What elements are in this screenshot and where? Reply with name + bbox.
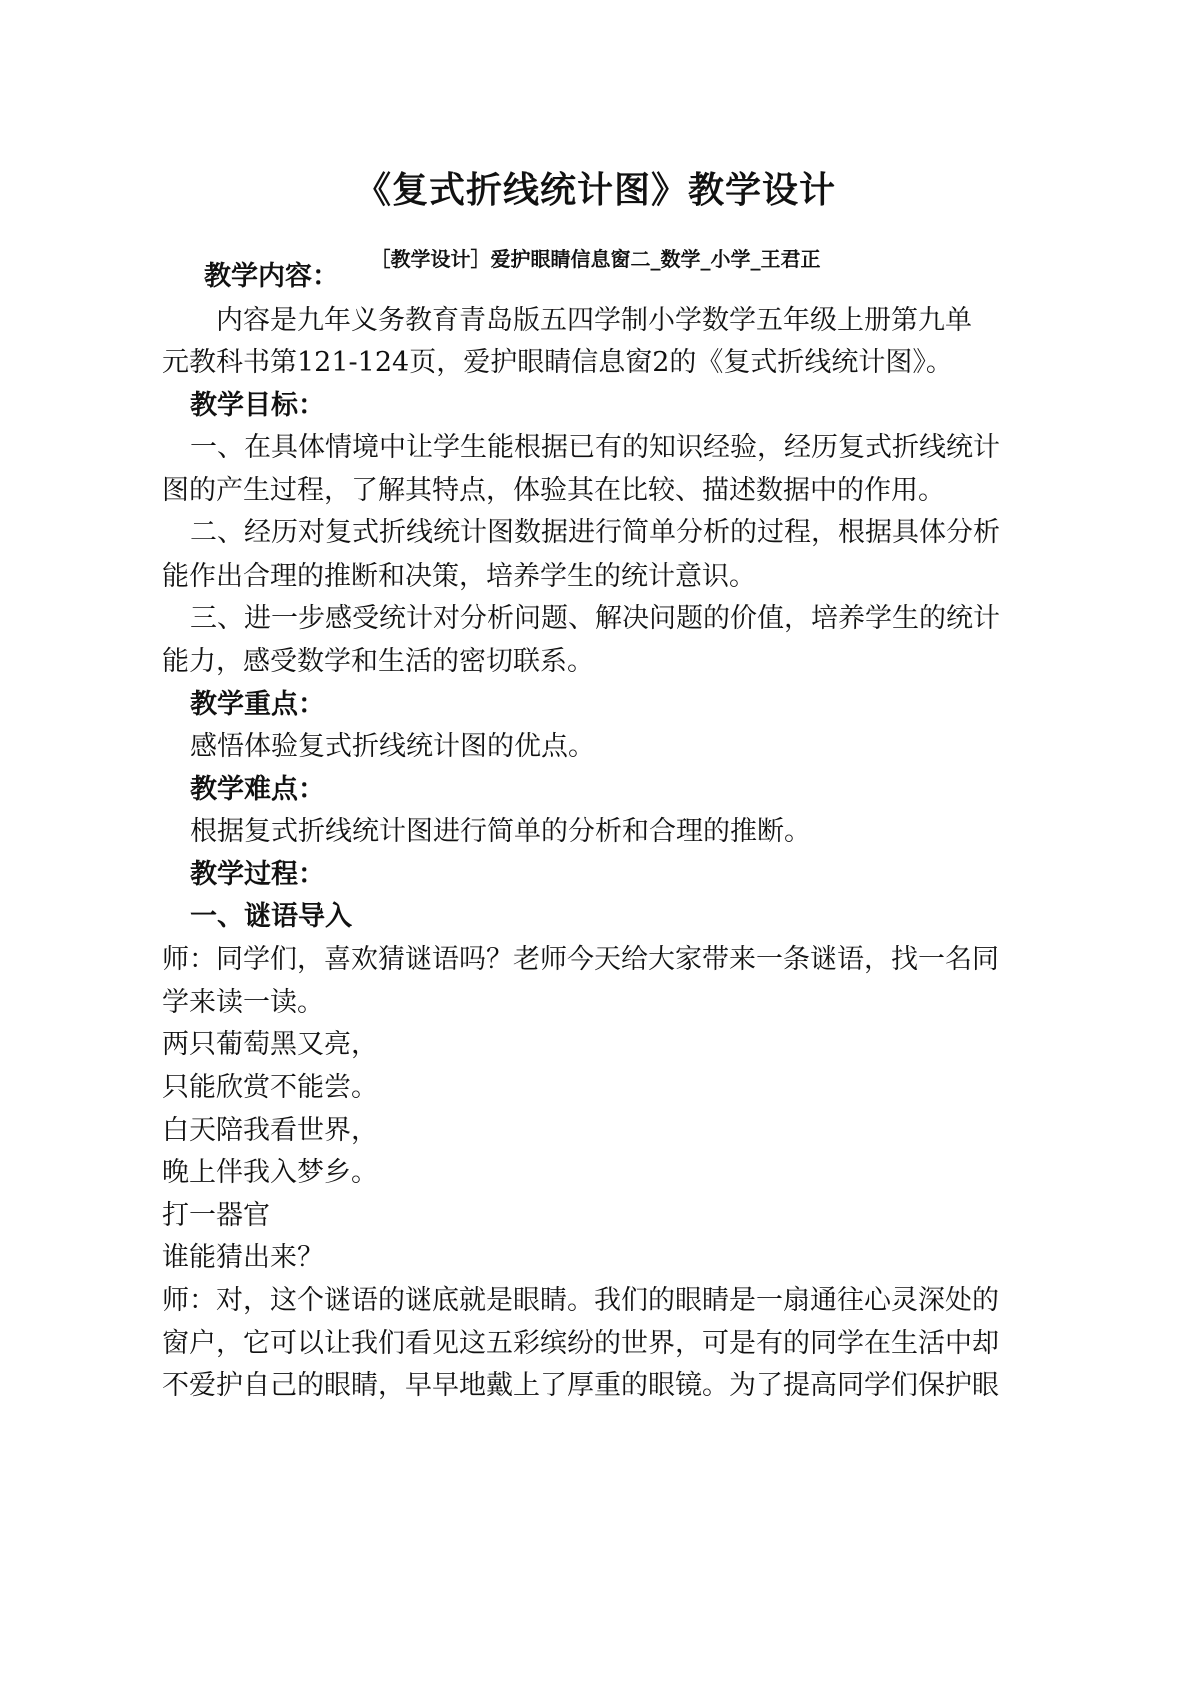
paragraph-line: 一、在具体情境中让学生能根据已有的知识经验，经历复式折线统计 — [190, 432, 1000, 463]
paragraph-line: 图的产生过程，了解其特点，体验其在比较、描述数据中的作用。 — [162, 475, 945, 506]
heading-teaching-goals: 教学目标： — [190, 390, 325, 421]
paragraph-line: 根据复式折线统计图进行简单的分析和合理的推断。 — [190, 816, 811, 847]
riddle-line: 两只葡萄黑又亮， — [162, 1029, 378, 1060]
paragraph-line: 学来读一读。 — [162, 987, 324, 1018]
riddle-line: 白天陪我看世界， — [162, 1115, 378, 1146]
heading-key-points: 教学重点： — [190, 689, 325, 720]
paragraph-line: 内容是九年义务教育青岛版五四学制小学数学五年级上册第九单 — [216, 305, 972, 336]
paragraph-line: 不爱护自己的眼睛，早早地戴上了厚重的眼镜。为了提高同学们保护眼 — [162, 1370, 999, 1401]
paragraph-line: 窗户，它可以让我们看见这五彩缤纷的世界，可是有的同学在生活中却 — [162, 1328, 999, 1359]
riddle-line: 打一器官 — [162, 1200, 270, 1231]
heading-difficulties: 教学难点： — [190, 774, 325, 805]
paragraph-line: 三、进一步感受统计对分析问题、解决问题的价值，培养学生的统计 — [190, 603, 1000, 634]
riddle-line: 晚上伴我入梦乡。 — [162, 1157, 378, 1188]
heading-teaching-content: 教学内容： — [204, 261, 339, 292]
paragraph-line: 能力，感受数学和生活的密切联系。 — [162, 646, 594, 677]
paragraph-line: 师：同学们，喜欢猜谜语吗？老师今天给大家带来一条谜语，找一名同 — [162, 944, 999, 975]
heading-teaching-process: 教学过程： — [190, 859, 325, 890]
paragraph-line: 谁能猜出来？ — [162, 1242, 324, 1273]
paragraph-line: 感悟体验复式折线统计图的优点。 — [190, 731, 595, 762]
paragraph-line: 能作出合理的推断和决策，培养学生的统计意识。 — [162, 561, 756, 592]
document-title: 《复式折线统计图》教学设计 — [354, 169, 836, 211]
paragraph-line: 二、经历对复式折线统计图数据进行简单分析的过程，根据具体分析 — [190, 517, 1000, 548]
heading-riddle-intro: 一、谜语导入 — [190, 901, 352, 932]
paragraph-line: 元教科书第121-124页，爱护眼睛信息窗2的《复式折线统计图》。 — [162, 347, 953, 378]
riddle-line: 只能欣赏不能尝。 — [162, 1072, 378, 1103]
document-subtitle: ［教学设计］爱护眼睛信息窗二_数学_小学_王君正 — [370, 247, 821, 271]
paragraph-line: 师：对，这个谜语的谜底就是眼睛。我们的眼睛是一扇通往心灵深处的 — [162, 1285, 999, 1316]
